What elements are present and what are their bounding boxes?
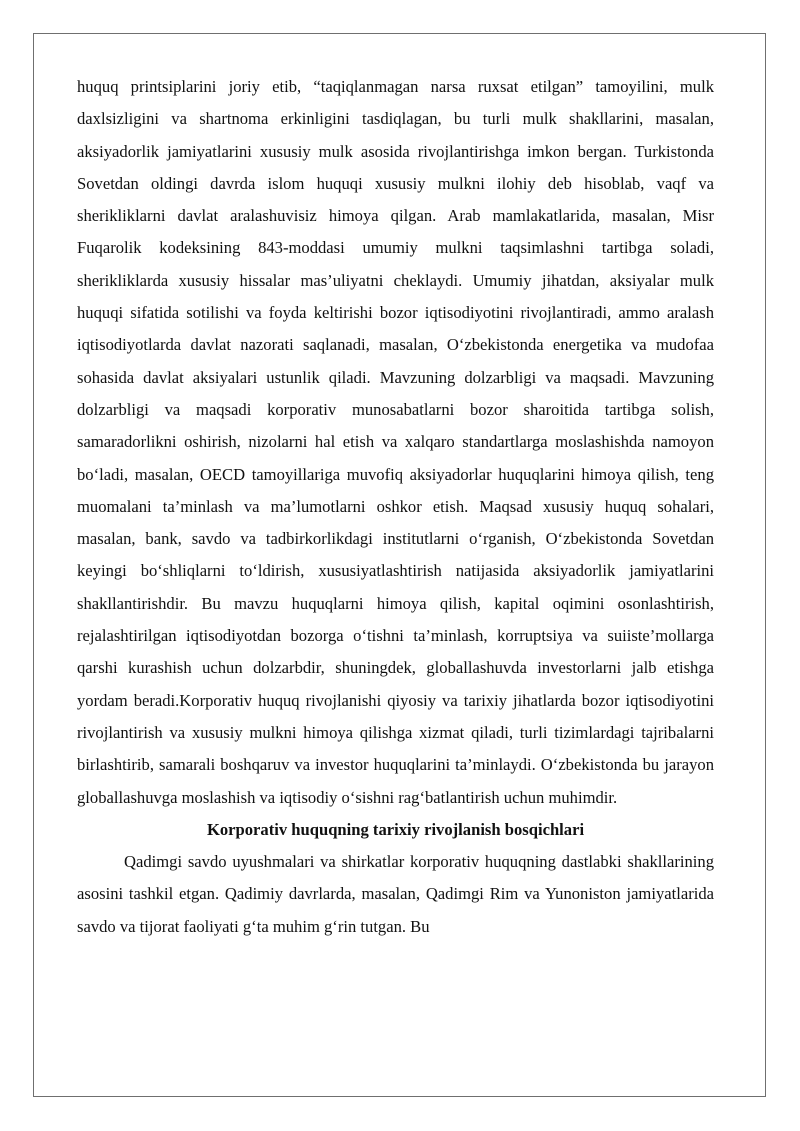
section-heading: Korporativ huquqning tarixiy rivojlanish bosqichlari — [206, 819, 585, 839]
document-body — [77, 71, 714, 943]
body-paragraph: Qadimgi savdo uyushmalari va shirkatlar korporativ huquqning dastlabki shakllarining asosini tashkil etgan. Qadimiy davrlarda, masalan, Qadimgi Rim va Yunoniston jamiyatlarida savdo va tijorat faoliyati g‘ta muhim g‘rin tutgan. Bu — [77, 852, 714, 936]
body-paragraph: huquq printsiplarini joriy etib, “taqiqlanmagan narsa ruxsat etilgan” tamoyilini, mulk daxlsizligini va shartnoma erkinligini tasdiqlagan, bu turli mulk shakllarini, masalan, aksiyadorlik jamiyatlarini xususiy mulk asosida rivojlantirishga imkon bergan. Turkistonda Sovetdan oldingi davrda islom huquqi xususiy mulkni ilohiy deb hisoblab, vaqf va sherikliklarni davlat aralashuvisiz himoya qilgan. Arab mamlakatlarida, masalan, Misr Fuqarolik kodeksining 843-moddasi umumiy mulkni taqsimlashni tartibga soladi, sherikliklarda xususiy hissalar mas’uliyatni cheklaydi. Umumiy jihatdan, aksiyalar mulk huquqi sifatida sotilishi va foyda keltirishi bozor iqtisodiyotini rivojlantiradi, ammo aralash iqtisodiyotlarda davlat nazorati saqlanadi, masalan, O‘zbekistonda energetika va mudofaa sohasida davlat aksiyalari ustunlik qiladi. Mavzuning dolzarbligi va maqsadi. Mavzuning dolzarbligi va maqsadi korporativ munosabatlarni bozor sharoitida tartibga solish, samaradorlikni oshirish, nizolarni hal etish va xalqaro standartlarga moslashishda namoyon bo‘ladi, masalan, OECD tamoyillariga muvofiq aksiyadorlar huquqlarini himoya qilish, teng muomalani ta’minlash va ma’lumotlarni oshkor etish. Maqsad xususiy huquq sohalari, masalan, bank, savdo va tadbirkorlikdagi institutlarni o‘rganish, O‘zbekistonda Sovetdan keyingi bo‘shliqlarni to‘ldirish, xususiyatlashtirish natijasida aksiyadorlik jamiyatlarini shakllantirishdir. Bu mavzu huquqlarni himoya qilish, kapital oqimini osonlashtirish, rejalashtirilgan iqtisodiyotdan bozorga o‘tishni ta’minlash, korruptsiya va suiiste’mollarga qarshi kurashish uchun dolzarbdir, shuningdek, globallashuvda investorlarni jalb etishga yordam beradi.Korporativ huquq rivojlanishi qiyosiy va tarixiy jihatlarda bozor iqtisodiyotini rivojlantirish va xususiy mulkni himoya qilishga xizmat qiladi, turli tizimlardagi tajribalarni birlashtirib, samarali boshqaruv va investor huquqlarini ta’minlaydi. O‘zbekistonda bu jarayon globallashuvga moslashish va iqtisodiy o‘sishni rag‘batlantirish uchun muhimdir. — [77, 77, 714, 807]
